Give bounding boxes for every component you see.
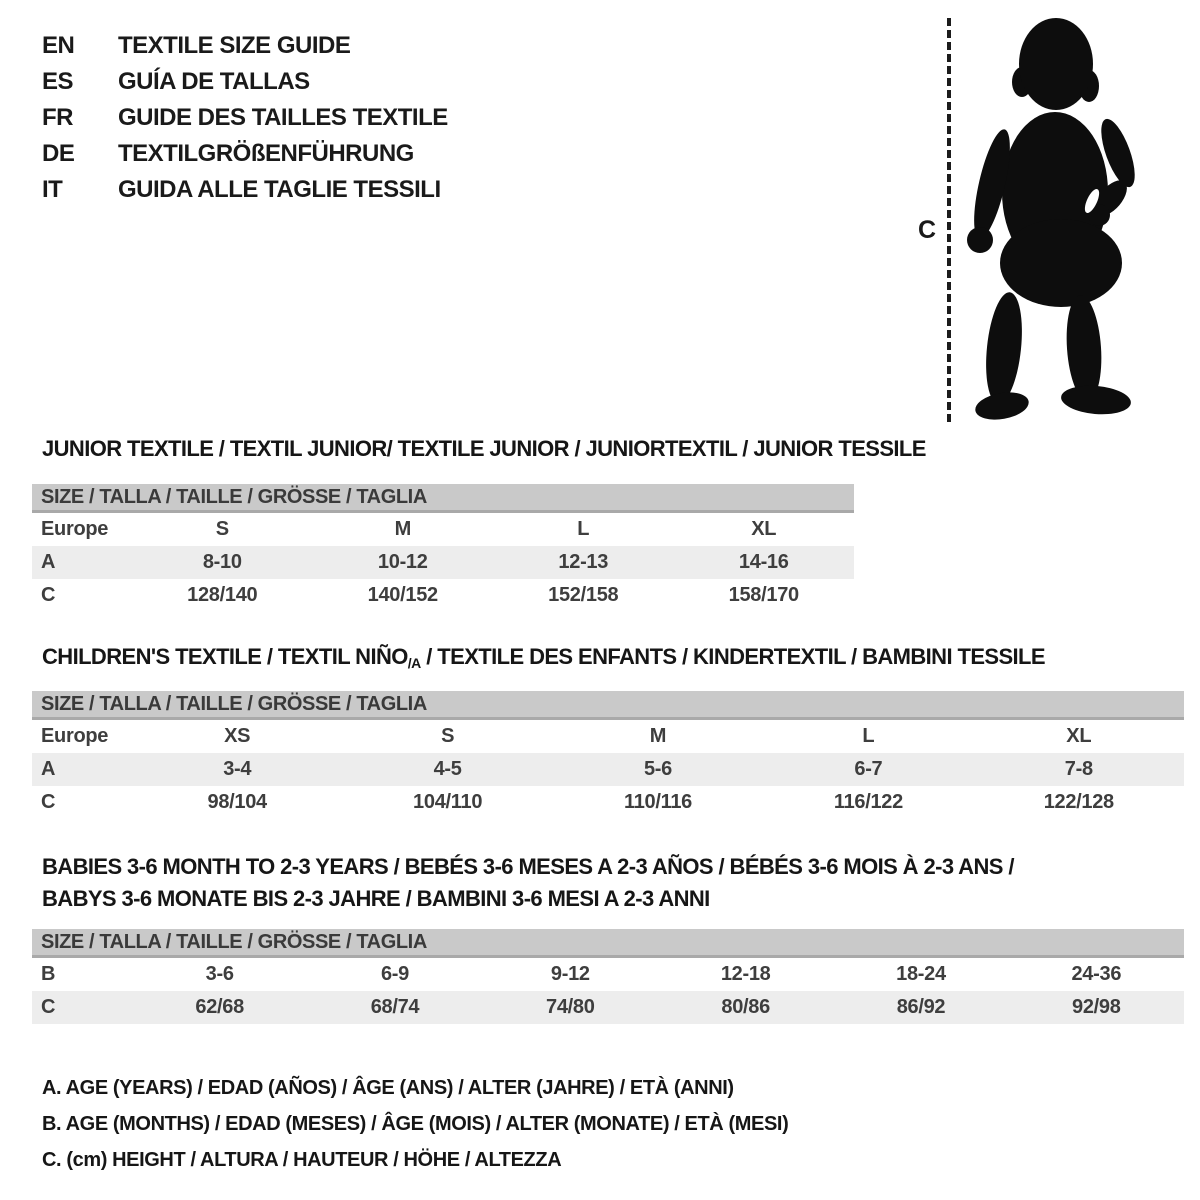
age-cell: 6-9 <box>380 963 409 985</box>
height-cell: 74/80 <box>546 996 595 1018</box>
age-cell: 5-6 <box>643 758 672 780</box>
children-section-title <box>42 644 1045 670</box>
height-cell: 86/92 <box>896 996 946 1018</box>
legend-line-b: B. AGE (MONTHS) / EDAD (MESES) / ÂGE (MOIS) / ALTER (MONATE) / ETÀ (MESI) <box>42 1113 789 1135</box>
height-cell: 62/68 <box>195 996 244 1018</box>
babies-section-title <box>42 851 1014 915</box>
height-cell: 104/110 <box>413 791 483 813</box>
height-cell: 92/98 <box>1072 996 1121 1018</box>
size-cell: L <box>577 518 590 540</box>
age-cell: 12-13 <box>558 551 609 573</box>
height-cell: 110/116 <box>623 791 692 813</box>
language-list <box>42 28 448 208</box>
junior-size-table <box>32 484 854 612</box>
row-label: Europe <box>41 518 109 540</box>
age-cell: 12-18 <box>720 963 771 985</box>
language-row-es <box>42 64 448 100</box>
language-code: DE <box>42 140 75 167</box>
measure-legend <box>42 1070 788 1178</box>
size-cell: S <box>441 725 455 747</box>
language-label: GUIDE DES TAILLES TEXTILE <box>118 104 448 131</box>
age-cell: 24-36 <box>1071 963 1122 985</box>
language-code: EN <box>42 32 75 59</box>
children-size-table <box>32 691 1184 819</box>
age-cell: 4-5 <box>433 758 462 780</box>
height-cell: 80/86 <box>721 996 770 1018</box>
size-cell: XS <box>224 725 251 747</box>
age-cell: 3-6 <box>205 963 234 985</box>
measure-c-label: C <box>918 216 937 244</box>
legend-line-c: C. (cm) HEIGHT / ALTURA / HAUTEUR / HÖHE / ALTEZZA <box>42 1149 562 1171</box>
table-row <box>32 579 854 612</box>
babies-title-line2: BABYS 3-6 MONATE BIS 2-3 JAHRE / BAMBINI 3-6 MESI A 2-3 ANNI <box>42 886 710 911</box>
babies-title-line1: BABIES 3-6 MONTH TO 2-3 YEARS / BEBÉS 3-6 MESES A 2-3 AÑOS / BÉBÉS 3-6 MOIS À 2-3 ANS / <box>42 854 1014 879</box>
junior-section-title: JUNIOR TEXTILE / TEXTIL JUNIOR/ TEXTILE JUNIOR / JUNIORTEXTIL / JUNIOR TESSILE <box>42 436 926 461</box>
size-cell: L <box>862 725 875 747</box>
age-cell: 18-24 <box>896 963 946 985</box>
table-row <box>32 991 1184 1024</box>
age-cell: 9-12 <box>550 963 590 985</box>
children-title-subscript: /A <box>407 655 421 671</box>
height-cell: 68/74 <box>370 996 420 1018</box>
size-cell: XL <box>1066 725 1092 747</box>
children-title-text: / TEXTILE DES ENFANTS / KINDERTEXTIL / BAMBINI TESSILE <box>420 644 1045 669</box>
babies-size-header: SIZE / TALLA / TAILLE / GRÖSSE / TAGLIA <box>32 929 1184 958</box>
table-row <box>32 753 1184 786</box>
size-cell: M <box>394 518 411 540</box>
height-measure-figure <box>900 10 1170 430</box>
age-cell: 10-12 <box>377 551 428 573</box>
language-row-it <box>42 172 448 208</box>
row-label: A <box>41 758 56 780</box>
height-cell: 158/170 <box>728 584 799 606</box>
age-cell: 3-4 <box>223 758 252 780</box>
height-cell: 122/128 <box>1043 791 1114 813</box>
language-label: TEXTILE SIZE GUIDE <box>118 32 351 59</box>
language-label: GUÍA DE TALLAS <box>118 68 310 95</box>
children-title-text: CHILDREN'S TEXTILE / TEXTIL NIÑO <box>42 644 408 669</box>
language-row-en <box>42 28 448 64</box>
language-label: TEXTILGRÖßENFÜHRUNG <box>118 140 414 167</box>
height-cell: 152/158 <box>548 584 619 606</box>
age-cell: 14-16 <box>738 551 789 573</box>
row-label: A <box>41 551 56 573</box>
language-code: IT <box>42 176 63 203</box>
height-cell: 128/140 <box>187 584 258 606</box>
language-row-de <box>42 136 448 172</box>
age-cell: 7-8 <box>1064 758 1093 780</box>
age-cell: 6-7 <box>854 758 883 780</box>
children-size-header: SIZE / TALLA / TAILLE / GRÖSSE / TAGLIA <box>32 691 1184 720</box>
row-label: C <box>41 584 56 606</box>
baby-silhouette-icon <box>966 12 1142 422</box>
table-row <box>32 786 1184 819</box>
row-label: Europe <box>41 725 109 747</box>
height-cell: 116/122 <box>833 791 903 813</box>
language-code: ES <box>42 68 74 95</box>
size-cell: S <box>215 518 229 540</box>
row-label: C <box>41 996 56 1018</box>
table-row <box>32 546 854 579</box>
table-row <box>32 958 1184 991</box>
language-label: GUIDA ALLE TAGLIE TESSILI <box>118 176 441 203</box>
table-row <box>32 513 854 546</box>
dashed-measure-line <box>947 18 951 422</box>
row-label: B <box>41 963 56 985</box>
age-cell: 8-10 <box>202 551 242 573</box>
row-label: C <box>41 791 56 813</box>
table-row <box>32 720 1184 753</box>
junior-size-header: SIZE / TALLA / TAILLE / GRÖSSE / TAGLIA <box>32 484 854 513</box>
babies-size-table <box>32 929 1184 1024</box>
size-cell: XL <box>751 518 777 540</box>
height-cell: 140/152 <box>367 584 438 606</box>
height-cell: 98/104 <box>207 791 267 813</box>
size-cell: M <box>649 725 667 747</box>
language-code: FR <box>42 104 73 131</box>
legend-line-a: A. AGE (YEARS) / EDAD (AÑOS) / ÂGE (ANS) / ALTER (JAHRE) / ETÀ (ANNI) <box>42 1077 734 1099</box>
language-row-fr <box>42 100 448 136</box>
